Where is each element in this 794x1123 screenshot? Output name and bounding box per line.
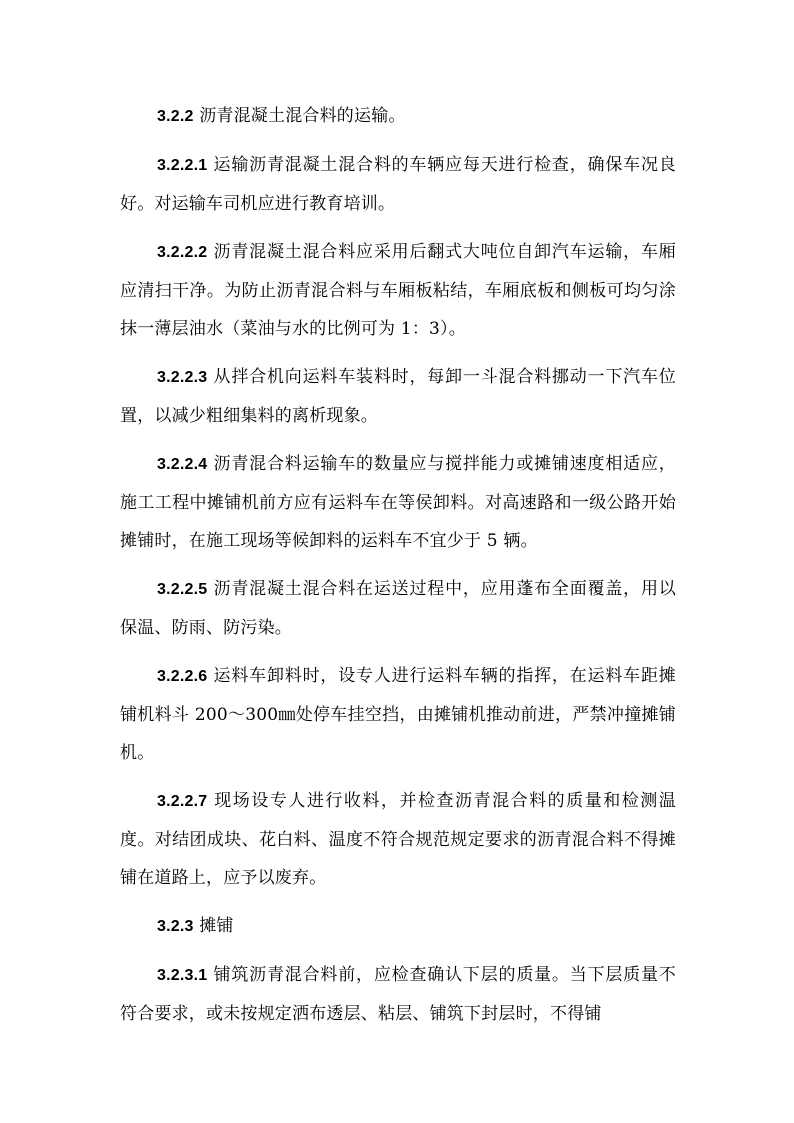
section-number: 3.2.3 xyxy=(157,918,194,935)
clause-number: 3.2.2.5 xyxy=(157,581,208,598)
clause-3-2-2-7 xyxy=(120,782,676,897)
clause-3-2-2-3 xyxy=(120,358,676,435)
section-number: 3.2.2 xyxy=(157,108,194,125)
clause-number: 3.2.2.1 xyxy=(157,157,208,174)
clause-3-2-2-1 xyxy=(120,146,676,223)
clause-3-2-2-5 xyxy=(120,570,676,647)
clause-text: 沥青混合料运输车的数量应与搅拌能力或摊铺速度相适应，施工工程中摊铺机前方应有运料车在等侯卸料。对高速路和一级公路开始摊铺时，在施工现场等候卸料的运料车不宜少于 5 辆。 xyxy=(120,454,676,551)
clause-number: 3.2.2.2 xyxy=(157,244,208,261)
clause-3-2-2-6 xyxy=(120,657,676,772)
clause-text: 从拌合机向运料车装料时，每卸一斗混合料挪动一下汽车位置，以减少粗细集料的离析现象。 xyxy=(120,367,676,426)
clause-3-2-2-2 xyxy=(120,233,676,348)
clause-text: 运料车卸料时，设专人进行运料车辆的指挥，在运料车距摊铺机料斗 200～300㎜处停车挂空挡，由摊铺机推动前进，严禁冲撞摊铺机。 xyxy=(120,666,676,763)
section-3-2-2 xyxy=(120,97,676,136)
clause-text: 现场设专人进行收料，并检查沥青混合料的质量和检测温度。对结团成块、花白料、温度不符合规范规定要求的沥青混合料不得摊铺在道路上，应予以废弃。 xyxy=(120,791,676,888)
section-text: 摊铺 xyxy=(193,916,234,936)
clause-number: 3.2.2.7 xyxy=(157,793,208,810)
clause-3-2-3-1 xyxy=(120,956,676,1033)
section-3-2-3 xyxy=(120,907,676,946)
document-page xyxy=(120,97,676,1043)
clause-text: 运输沥青混凝土混合料的车辆应每天进行检查，确保车况良好。对运输车司机应进行教育培训。 xyxy=(120,155,676,214)
clause-number: 3.2.3.1 xyxy=(157,967,208,984)
clause-3-2-2-4 xyxy=(120,445,676,560)
clause-number: 3.2.2.3 xyxy=(157,369,208,386)
clause-number: 3.2.2.6 xyxy=(157,668,208,685)
clause-text: 铺筑沥青混合料前，应检查确认下层的质量。当下层质量不符合要求，或未按规定洒布透层、粘层、铺筑下封层时，不得铺 xyxy=(120,965,676,1024)
clause-text: 沥青混凝土混合料在运送过程中，应用蓬布全面覆盖，用以保温、防雨、防污染。 xyxy=(120,579,676,638)
section-text: 沥青混凝土混合料的运输。 xyxy=(193,106,406,126)
clause-text: 沥青混凝土混合料应采用后翻式大吨位自卸汽车运输，车厢应清扫干净。为防止沥青混合料与车厢板粘结，车厢底板和侧板可均匀涂抹一薄层油水（菜油与水的比例可为 1：3）。 xyxy=(120,242,676,339)
clause-number: 3.2.2.4 xyxy=(157,456,208,473)
